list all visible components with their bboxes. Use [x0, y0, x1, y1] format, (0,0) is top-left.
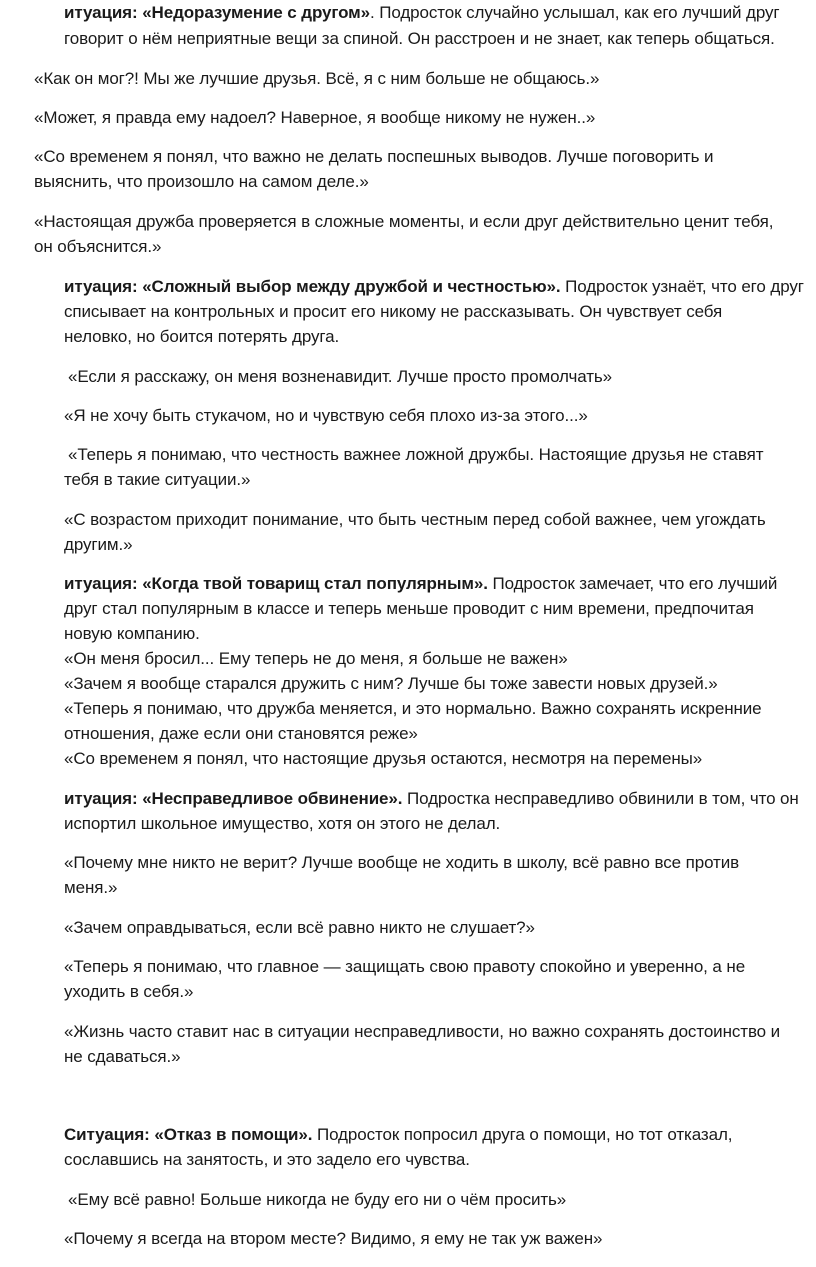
situation-5-text-line: сославшись на занятость, и это задело его чувства. — [64, 1150, 470, 1169]
situation-2-text-line: списывает на контрольных и просит его никому не рассказывать. Он чувствует себя — [64, 302, 723, 321]
situation-4-title: итуация: «Несправедливое обвинение». — [64, 789, 403, 808]
situation-3-quote-1: «Он меня бросил... Ему теперь не до меня, я больше не важен» — [64, 649, 568, 668]
situation-1-quote-3: «Со временем я понял, что важно не делать поспешных выводов. Лучше поговорить и — [34, 147, 714, 166]
situation-4-quote-1: «Почему мне никто не верит? Лучше вообще не ходить в школу, всё равно все против — [64, 853, 740, 872]
situation-3-quote-3-cont: отношения, даже если они становятся реже» — [64, 724, 418, 743]
situation-2-quote-1: «Если я расскажу, он меня возненавидит. Лучше просто промолчать» — [68, 367, 613, 386]
situation-1-text-line: говорит о нём неприятные вещи за спиной. Он расстроен и не знает, как теперь общаться. — [64, 29, 775, 48]
situation-5-quote-1: «Ему всё равно! Больше никогда не буду его ни о чём просить» — [68, 1190, 567, 1209]
situation-1-quote-4-cont: он объяснится.» — [34, 237, 162, 256]
situation-4-text-line: испортил школьное имущество, хотя он этого не делал. — [64, 814, 501, 833]
situation-5-title: Ситуация: «Отказ в помощи». — [64, 1125, 313, 1144]
situation-2-quote-3: «Теперь я понимаю, что честность важнее ложной дружбы. Настоящие друзья не ставят — [68, 445, 764, 464]
situation-5-text: Подросток попросил друга о помощи, но тот отказал, — [312, 1125, 733, 1144]
situation-3-heading-line — [64, 573, 777, 595]
situation-3-text-line: друг стал популярным в классе и теперь меньше проводит с ним времени, предпочитая — [64, 599, 754, 618]
situation-3-text: Подросток замечает, что его лучший — [487, 574, 778, 593]
situation-1-quote-4: «Настоящая дружба проверяется в сложные моменты, и если друг действительно ценит тебя, — [34, 212, 774, 231]
situation-1-quote-3-cont: выяснить, что произошло на самом деле.» — [34, 172, 369, 191]
situation-3-text-line: новую компанию. — [64, 624, 200, 643]
situation-4-quote-3: «Теперь я понимаю, что главное — защищать свою правоту спокойно и уверенно, а не — [64, 957, 746, 976]
situation-2-text: Подросток узнаёт, что его друг — [560, 277, 804, 296]
situation-2-text-line: неловко, но боится потерять друга. — [64, 327, 340, 346]
situation-1-title: итуация: «Недоразумение с другом» — [64, 3, 371, 22]
situation-1-text: . Подросток случайно услышал, как его лучший друг — [370, 3, 780, 22]
situation-4-text: Подростка несправедливо обвинили в том, что он — [402, 789, 799, 808]
situation-2-quote-4-cont: другим.» — [64, 535, 133, 554]
situation-3-quote-4: «Со временем я понял, что настоящие друзья остаются, несмотря на перемены» — [64, 749, 703, 768]
situation-1-quote-1: «Как он мог?! Мы же лучшие друзья. Всё, я с ним больше не общаюсь.» — [34, 69, 600, 88]
situation-3-quote-3: «Теперь я понимаю, что дружба меняется, и это нормально. Важно сохранять искренние — [64, 699, 762, 718]
situation-3-quote-2: «Зачем я вообще старался дружить с ним? Лучше бы тоже завести новых друзей.» — [64, 674, 718, 693]
situation-2-heading-line — [64, 276, 804, 298]
situation-3-title: итуация: «Когда твой товарищ стал популярным». — [64, 574, 488, 593]
situation-4-quote-2: «Зачем оправдываться, если всё равно никто не слушает?» — [64, 918, 535, 937]
situation-4-quote-4-cont: не сдаваться.» — [64, 1047, 181, 1066]
situation-2-title: итуация: «Сложный выбор между дружбой и честностью». — [64, 277, 561, 296]
situation-1-quote-2: «Может, я правда ему надоел? Наверное, я вообще никому не нужен..» — [34, 108, 596, 127]
situation-4-quote-1-cont: меня.» — [64, 878, 118, 897]
situation-2-quote-3-cont: тебя в такие ситуации.» — [64, 470, 251, 489]
situation-4-quote-4: «Жизнь часто ставит нас в ситуации несправедливости, но важно сохранять достоинство и — [64, 1022, 781, 1041]
situation-5-quote-2: «Почему я всегда на втором месте? Видимо, я ему не так уж важен» — [64, 1229, 603, 1248]
situation-4-heading-line — [64, 788, 799, 810]
situation-2-quote-4: «С возрастом приходит понимание, что быть честным перед собой важнее, чем угождать — [64, 510, 766, 529]
situation-1-heading-line — [64, 2, 780, 24]
situation-4-quote-3-cont: уходить в себя.» — [64, 982, 194, 1001]
situation-2-quote-2: «Я не хочу быть стукачом, но и чувствую себя плохо из-за этого...» — [64, 406, 588, 425]
situation-5-heading-line — [64, 1124, 732, 1146]
